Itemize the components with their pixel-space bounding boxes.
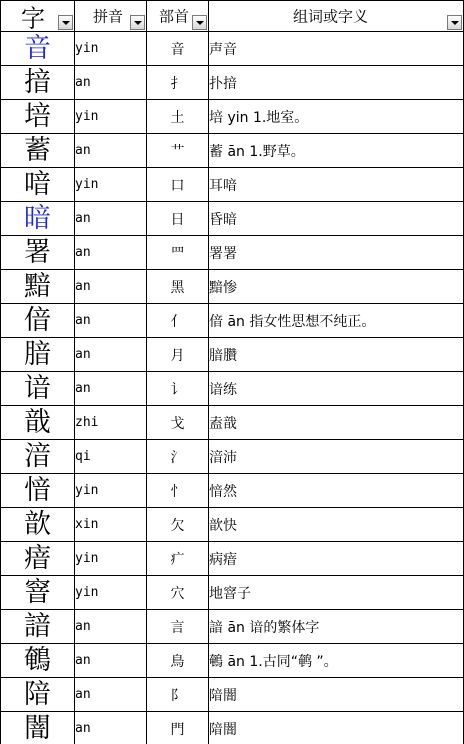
table-row bbox=[1, 134, 464, 168]
cell-radical[interactable]: 鳥 bbox=[147, 644, 209, 678]
cell-words[interactable]: 歆快 bbox=[209, 508, 464, 542]
table-row bbox=[1, 508, 464, 542]
cell-character[interactable]: 戠 bbox=[1, 406, 75, 440]
table-row bbox=[1, 168, 464, 202]
table-row bbox=[1, 202, 464, 236]
column-header-pinyin-label: 拼音 bbox=[93, 7, 124, 26]
cell-radical[interactable]: 欠 bbox=[147, 508, 209, 542]
cell-words[interactable]: 盍戠 bbox=[209, 406, 464, 440]
table-row bbox=[1, 32, 464, 66]
table-row bbox=[1, 576, 464, 610]
column-header-radical-label: 部首 bbox=[159, 7, 190, 26]
table-row bbox=[1, 644, 464, 678]
dropdown-arrow-icon bbox=[196, 21, 204, 25]
cell-words[interactable]: 鵪 ān 1.古同“鹌 ”。 bbox=[209, 644, 464, 678]
cell-pinyin[interactable]: an bbox=[75, 304, 147, 338]
cell-pinyin[interactable]: an bbox=[75, 644, 147, 678]
cell-radical[interactable]: 忄 bbox=[147, 474, 209, 508]
column-header-words bbox=[209, 1, 464, 32]
table-row bbox=[1, 610, 464, 644]
cell-radical[interactable]: 日 bbox=[147, 202, 209, 236]
cell-radical[interactable]: 亻 bbox=[147, 304, 209, 338]
cell-words[interactable]: 声音 bbox=[209, 32, 464, 66]
cell-radical[interactable]: 月 bbox=[147, 338, 209, 372]
cell-radical[interactable]: 黑 bbox=[147, 270, 209, 304]
cell-character[interactable]: 暗 bbox=[1, 202, 75, 236]
cell-words[interactable]: 偣 ān 指女性思想不纯正。 bbox=[209, 304, 464, 338]
cell-radical[interactable]: 穴 bbox=[147, 576, 209, 610]
cell-character[interactable]: 湆 bbox=[1, 440, 75, 474]
cell-radical[interactable]: 言 bbox=[147, 610, 209, 644]
cell-pinyin[interactable]: an bbox=[75, 202, 147, 236]
cell-radical[interactable]: 土 bbox=[147, 100, 209, 134]
cell-character[interactable]: 歆 bbox=[1, 508, 75, 542]
dropdown-arrow-icon bbox=[451, 21, 459, 25]
cell-pinyin[interactable]: qi bbox=[75, 440, 147, 474]
cell-radical[interactable]: 口 bbox=[147, 168, 209, 202]
cell-character[interactable]: 鵪 bbox=[1, 644, 75, 678]
cell-words[interactable]: 腤臢 bbox=[209, 338, 464, 372]
cell-words[interactable]: 愔然 bbox=[209, 474, 464, 508]
dropdown-arrow-icon bbox=[62, 21, 70, 25]
cell-pinyin[interactable]: an bbox=[75, 712, 147, 744]
cell-words[interactable]: 隌闇 bbox=[209, 712, 464, 744]
cell-words[interactable]: 署署 bbox=[209, 236, 464, 270]
table-row bbox=[1, 372, 464, 406]
cell-radical[interactable]: 罒 bbox=[147, 236, 209, 270]
column-header-pinyin bbox=[75, 1, 147, 32]
table-row bbox=[1, 474, 464, 508]
cell-pinyin[interactable]: yin bbox=[75, 100, 147, 134]
cell-character[interactable]: 蓄 bbox=[1, 134, 75, 168]
cell-words[interactable]: 地窨子 bbox=[209, 576, 464, 610]
cell-radical[interactable]: 艹 bbox=[147, 134, 209, 168]
table-row bbox=[1, 338, 464, 372]
filter-dropdown-words[interactable] bbox=[447, 15, 462, 30]
cell-pinyin[interactable]: yin bbox=[75, 168, 147, 202]
cell-radical[interactable]: 氵 bbox=[147, 440, 209, 474]
cell-character[interactable]: 署 bbox=[1, 236, 75, 270]
cell-pinyin[interactable]: an bbox=[75, 372, 147, 406]
cell-pinyin[interactable]: yin bbox=[75, 576, 147, 610]
cell-character[interactable]: 諳 bbox=[1, 610, 75, 644]
cell-pinyin[interactable]: an bbox=[75, 236, 147, 270]
cell-character[interactable]: 窨 bbox=[1, 576, 75, 610]
cell-pinyin[interactable]: zhi bbox=[75, 406, 147, 440]
filter-dropdown-char[interactable] bbox=[58, 15, 73, 30]
cell-pinyin[interactable]: xin bbox=[75, 508, 147, 542]
table-row bbox=[1, 236, 464, 270]
cell-words[interactable]: 隌闇 bbox=[209, 678, 464, 712]
cell-character[interactable]: 谙 bbox=[1, 372, 75, 406]
cell-character[interactable]: 偣 bbox=[1, 304, 75, 338]
cell-pinyin[interactable]: yin bbox=[75, 32, 147, 66]
cell-words[interactable]: 病瘖 bbox=[209, 542, 464, 576]
cell-character[interactable]: 音 bbox=[1, 32, 75, 66]
header-row bbox=[1, 1, 464, 32]
cell-pinyin[interactable]: an bbox=[75, 134, 147, 168]
table-row bbox=[1, 678, 464, 712]
cell-radical[interactable]: 音 bbox=[147, 32, 209, 66]
cell-pinyin[interactable]: an bbox=[75, 270, 147, 304]
cell-character[interactable]: 腤 bbox=[1, 338, 75, 372]
cell-pinyin[interactable]: an bbox=[75, 610, 147, 644]
cell-pinyin[interactable]: yin bbox=[75, 474, 147, 508]
cell-character[interactable]: 培 bbox=[1, 100, 75, 134]
cell-character[interactable]: 黯 bbox=[1, 270, 75, 304]
cell-character[interactable]: 揞 bbox=[1, 66, 75, 100]
filter-dropdown-pinyin[interactable] bbox=[130, 15, 145, 30]
cell-character[interactable]: 瘖 bbox=[1, 542, 75, 576]
cell-character[interactable]: 隌 bbox=[1, 678, 75, 712]
cell-words[interactable]: 扑揞 bbox=[209, 66, 464, 100]
table-row bbox=[1, 100, 464, 134]
cell-words[interactable]: 培 yin 1.地室。 bbox=[209, 100, 464, 134]
cell-radical[interactable]: 疒 bbox=[147, 542, 209, 576]
table-row bbox=[1, 440, 464, 474]
cell-radical[interactable]: 門 bbox=[147, 712, 209, 744]
table-row bbox=[1, 712, 464, 744]
table-row bbox=[1, 542, 464, 576]
table-row bbox=[1, 406, 464, 440]
table-row bbox=[1, 66, 464, 100]
cell-words[interactable]: 蓄 ān 1.野草。 bbox=[209, 134, 464, 168]
cell-words[interactable]: 湆沛 bbox=[209, 440, 464, 474]
cell-radical[interactable]: 戈 bbox=[147, 406, 209, 440]
cell-words[interactable]: 諳 ān 谙的繁体字 bbox=[209, 610, 464, 644]
cell-radical[interactable]: 阝 bbox=[147, 678, 209, 712]
table-row bbox=[1, 304, 464, 338]
cell-character[interactable]: 喑 bbox=[1, 168, 75, 202]
cell-words[interactable]: 黯惨 bbox=[209, 270, 464, 304]
cell-radical[interactable]: 讠 bbox=[147, 372, 209, 406]
column-header-char-label: 字 bbox=[21, 4, 45, 32]
cell-pinyin[interactable]: yin bbox=[75, 542, 147, 576]
cell-words[interactable]: 耳喑 bbox=[209, 168, 464, 202]
cell-pinyin[interactable]: an bbox=[75, 66, 147, 100]
cell-character[interactable]: 闇 bbox=[1, 712, 75, 744]
dropdown-arrow-icon bbox=[134, 21, 142, 25]
cell-character[interactable]: 愔 bbox=[1, 474, 75, 508]
cell-words[interactable]: 昏暗 bbox=[209, 202, 464, 236]
column-header-char bbox=[1, 1, 75, 32]
cell-pinyin[interactable]: an bbox=[75, 678, 147, 712]
table-row bbox=[1, 270, 464, 304]
column-header-radical bbox=[147, 1, 209, 32]
cell-radical[interactable]: 扌 bbox=[147, 66, 209, 100]
cell-pinyin[interactable]: an bbox=[75, 338, 147, 372]
column-header-words-label: 组词或字义 bbox=[293, 7, 369, 26]
cell-words[interactable]: 谙练 bbox=[209, 372, 464, 406]
filter-dropdown-radical[interactable] bbox=[192, 15, 207, 30]
